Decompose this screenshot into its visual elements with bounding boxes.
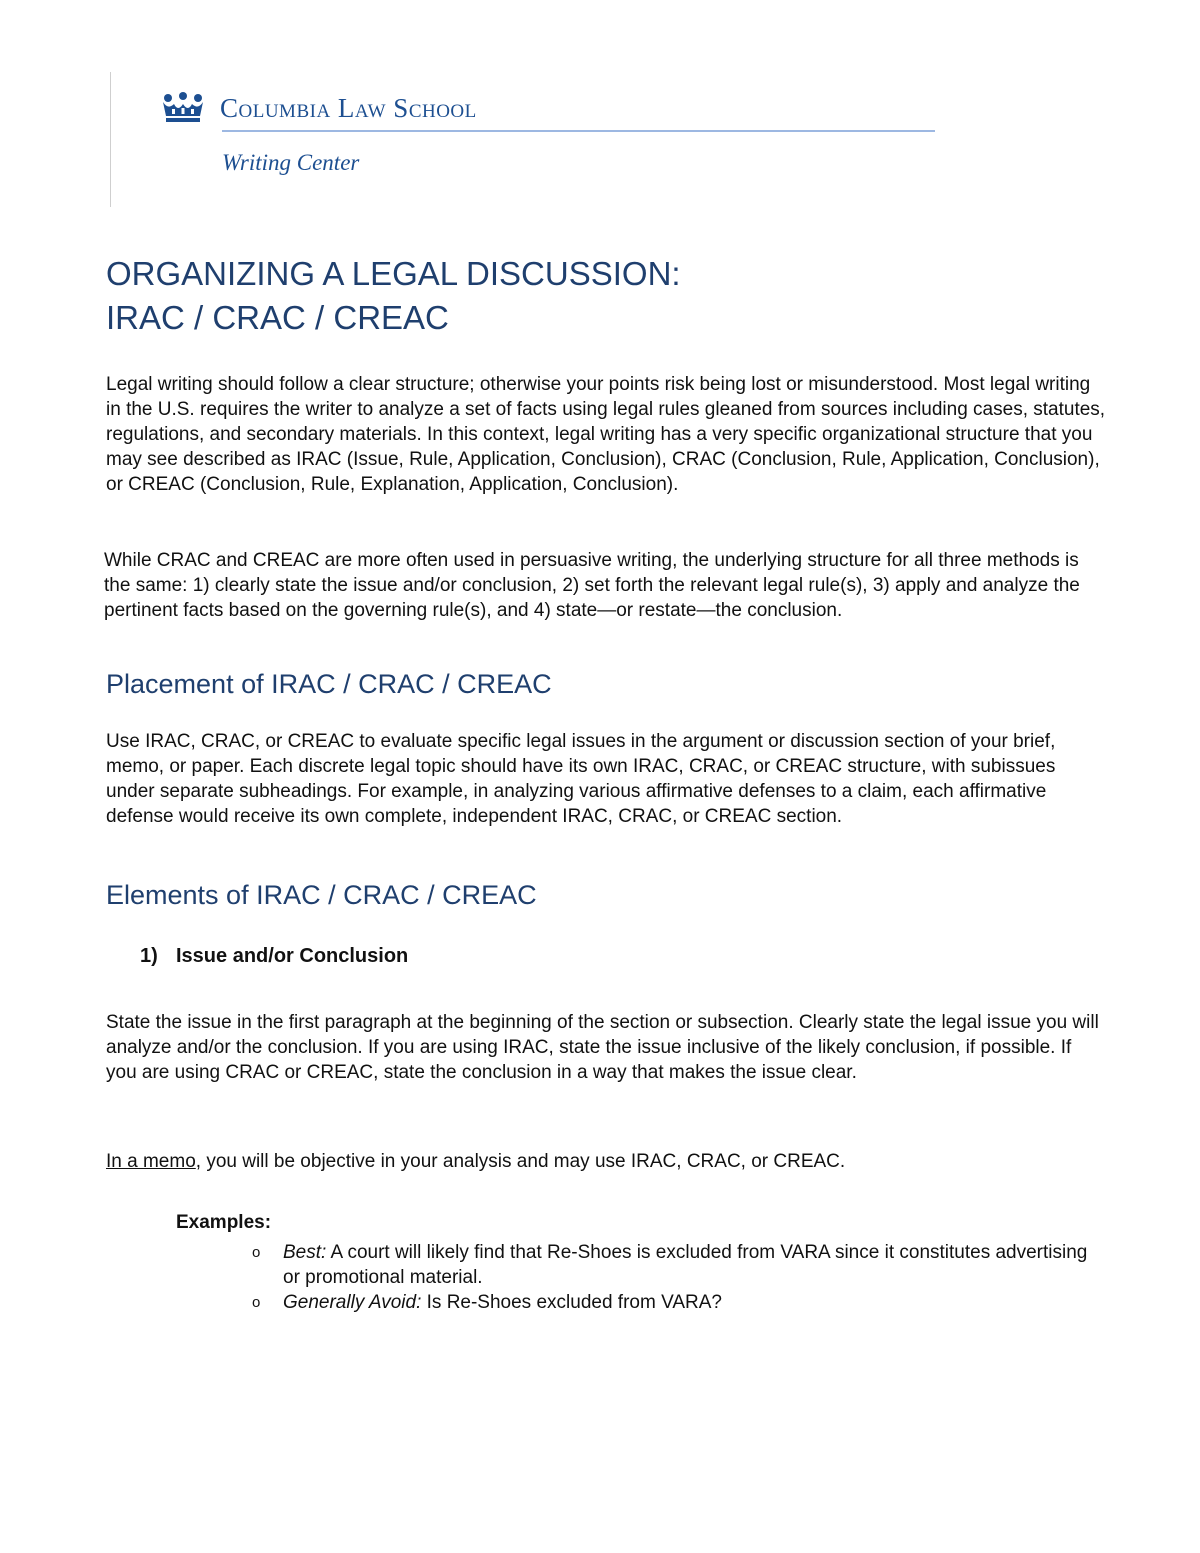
- page-title: [106, 252, 681, 340]
- memo-rest: , you will be objective in your analysis and may use IRAC, CRAC, or CREAC.: [195, 1151, 846, 1172]
- bullet-circle-icon: o: [252, 1294, 261, 1311]
- bullet-circle-icon: o: [252, 1244, 261, 1261]
- title-line-2: IRAC / CRAC / CREAC: [106, 299, 449, 336]
- letterhead-logo: [160, 88, 477, 128]
- example-best-text: A court will likely find that Re-Shoes is excluded from VARA since it constitutes advertising or promotional material.: [283, 1242, 1088, 1288]
- examples-label: Examples:: [176, 1212, 272, 1233]
- letterhead-vertical-rule: [110, 72, 111, 207]
- school-name: Columbia Law School: [220, 92, 477, 123]
- title-line-1: ORGANIZING A LEGAL DISCUSSION:: [106, 255, 681, 292]
- memo-lead: In a memo: [106, 1151, 196, 1172]
- letterhead-horizontal-rule: [222, 130, 935, 132]
- memo-paragraph: [106, 1149, 1106, 1174]
- intro-paragraph-1: Legal writing should follow a clear structure; otherwise your points risk being lost or misunderstood. Most legal writing in the U.S. requires the writer to analyze a set of facts using legal rules gleaned from sources including cases, statutes, regulations, and secondary materials. In this context, legal writing has a very specific organizational structure that you may see described as IRAC (Issue, Rule, Application, Conclusion), CRAC (Conclusion, Rule, Application, Conclusion), or CREAC (Conclusion, Rule, Explanation, Application, Conclusion).: [106, 374, 1106, 495]
- placement-paragraph: Use IRAC, CRAC, or CREAC to evaluate specific legal issues in the argument or discussion section of your brief, memo, or paper. Each discrete legal topic should have its own IRAC, CRAC, or CREAC structure, with subissues under separate subheadings. For example, in analyzing various affirmative defenses to a claim, each affirmative defense would receive its own complete, independent IRAC, CRAC, or CREAC section.: [106, 731, 1056, 827]
- example-item-best: [176, 1240, 1106, 1290]
- examples-list: [176, 1240, 1106, 1315]
- element-1-label: Issue and/or Conclusion: [176, 945, 409, 967]
- unit-name: Writing Center: [222, 150, 360, 175]
- example-avoid-label: Generally Avoid:: [283, 1292, 422, 1313]
- element-1-paragraph: State the issue in the first paragraph at the beginning of the section or subsection. Clearly state the legal issue you will analyze and/or the conclusion. If you are using IRAC, state the issue inclusive of the likely conclusion, if possible. If you are using CRAC or CREAC, state the conclusion in a way that makes the issue clear.: [106, 1012, 1099, 1083]
- intro-paragraph-2: While CRAC and CREAC are more often used in persuasive writing, the underlying structure for all three methods is the same: 1) clearly state the issue and/or conclusion, 2) set forth the relevant legal rule(s), 3) apply and analyze the pertinent facts based on the governing rule(s), and 4) state—or restate—the conclusion.: [104, 550, 1080, 621]
- element-1-heading: [140, 945, 408, 968]
- example-item-avoid: [176, 1290, 1106, 1315]
- element-1-number: 1): [140, 945, 158, 967]
- example-avoid-text: Is Re-Shoes excluded from VARA?: [421, 1292, 722, 1313]
- elements-heading: Elements of IRAC / CRAC / CREAC: [106, 880, 537, 910]
- example-best-label: Best:: [283, 1242, 327, 1263]
- placement-heading: Placement of IRAC / CRAC / CREAC: [106, 669, 552, 699]
- crown-icon: [160, 90, 206, 126]
